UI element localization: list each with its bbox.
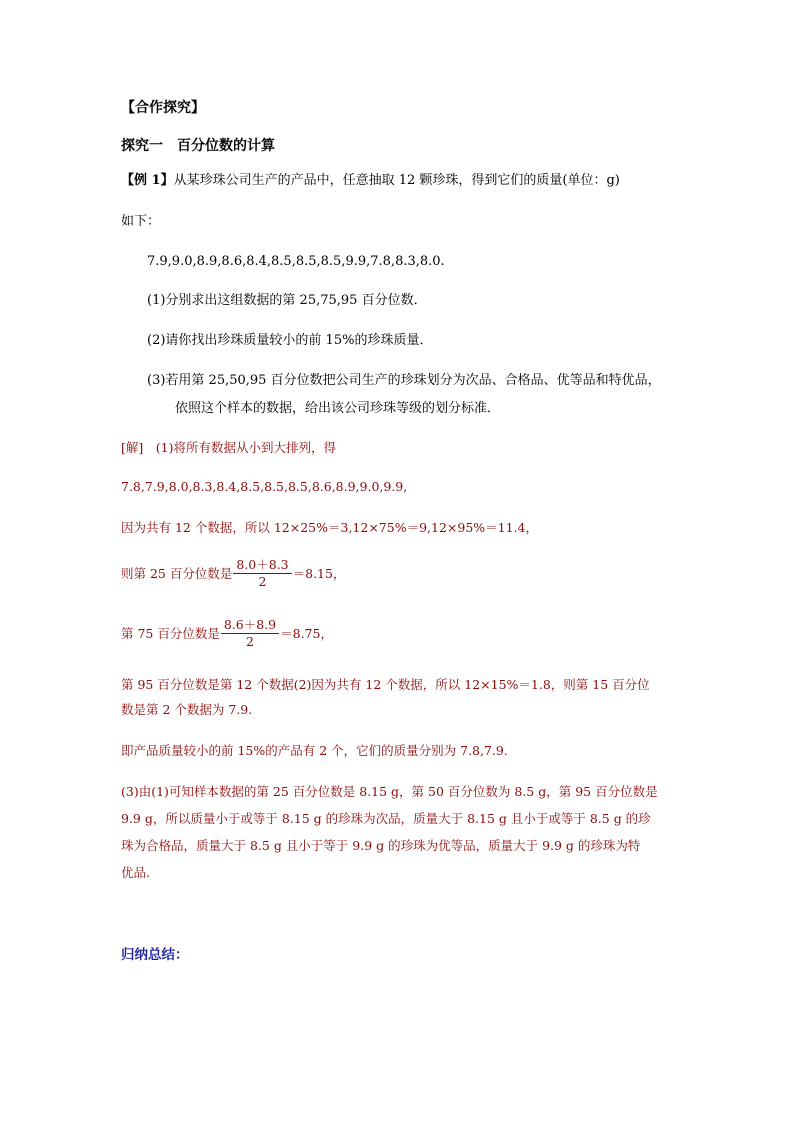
example-intro: 从某珍珠公司生产的产品中，任意抽取 12 颗珍珠，得到它们的质量(单位：g) bbox=[173, 173, 620, 188]
example-tag: 【例 1】 bbox=[121, 173, 174, 188]
solution-intro bbox=[121, 439, 336, 457]
p75-denominator: 2 bbox=[246, 634, 254, 649]
p75-numerator: 8.6＋8.9 bbox=[221, 617, 279, 634]
example-intro-cont: 如下： bbox=[121, 214, 161, 229]
p25-prefix: 则第 25 百分位数是 bbox=[121, 565, 233, 581]
p25-fraction bbox=[233, 557, 291, 590]
sorted-data: 7.8,7.9,8.0,8.3,8.4,8.5,8.5,8.5,8.6,8.9,9.0,9.9, bbox=[121, 479, 408, 494]
solution-tag: [解] bbox=[121, 440, 144, 455]
section-title: 【合作探究】 bbox=[121, 100, 205, 116]
question-1: (1)分别求出这组数据的第 25,75,95 百分位数． bbox=[147, 293, 427, 308]
p75-fraction bbox=[221, 617, 279, 650]
p95-line-1: 第 95 百分位数是第 12 个数据(2)因为共有 12 个数据，所以 12×15%＝1.8，则第 15 百分位 bbox=[121, 677, 650, 692]
q3-answer-line-1: (3)由(1)可知样本数据的第 25 百分位数是 8.15 g，第 50 百分位数为 8.5 g，第 95 百分位数是 bbox=[121, 784, 658, 799]
q3-answer-line-4: 优品. bbox=[121, 865, 150, 880]
count-line: 因为共有 12 个数据，所以 12×25%＝3,12×75%＝9,12×95%＝11.4， bbox=[121, 520, 538, 535]
summary-label: 归纳总结： bbox=[121, 947, 189, 963]
p75-line bbox=[121, 617, 333, 650]
q3-answer-line-2: 9.9 g，所以质量小于或等于 8.15 g 的珍珠为次品，质量大于 8.15 g 且小于或等于 8.5 g 的珍 bbox=[121, 811, 651, 826]
p95-line-2: 数是第 2 个数据为 7.9. bbox=[121, 702, 253, 717]
p25-denominator: 2 bbox=[258, 574, 267, 589]
solution-step-1: (1)将所有数据从小到大排列，得 bbox=[143, 440, 336, 455]
front-15-percent: 即产品质量较小的前 15%的产品有 2 个，它们的质量分别为 7.8,7.9. bbox=[121, 743, 508, 758]
p75-suffix: ＝8.75， bbox=[280, 625, 333, 641]
example-intro-line bbox=[121, 172, 620, 190]
question-3-line-2: 依照这个样本的数据，给出该公司珍珠等级的划分标准． bbox=[175, 401, 501, 416]
question-2: (2)请你找出珍珠质量较小的前 15%的珍珠质量． bbox=[147, 333, 433, 348]
p25-line bbox=[121, 557, 345, 590]
p25-suffix: ＝8.15， bbox=[292, 565, 346, 581]
p25-numerator: 8.0＋8.3 bbox=[233, 557, 291, 574]
inquiry-title: 探究一 百分位数的计算 bbox=[121, 138, 275, 154]
q3-answer-line-3: 珠为合格品，质量大于 8.5 g 且小于等于 9.9 g 的珍珠为优等品，质量大于 9.9 g 的珍珠为特 bbox=[121, 838, 641, 853]
p75-prefix: 第 75 百分位数是 bbox=[121, 625, 220, 641]
question-3-line-1: (3)若用第 25,50,95 百分位数把公司生产的珍珠划分为次品、合格品、优等品和特优品， bbox=[147, 373, 661, 388]
example-data: 7.9,9.0,8.9,8.6,8.4,8.5,8.5,8.5,9.9,7.8,8.3,8.0. bbox=[147, 254, 445, 269]
